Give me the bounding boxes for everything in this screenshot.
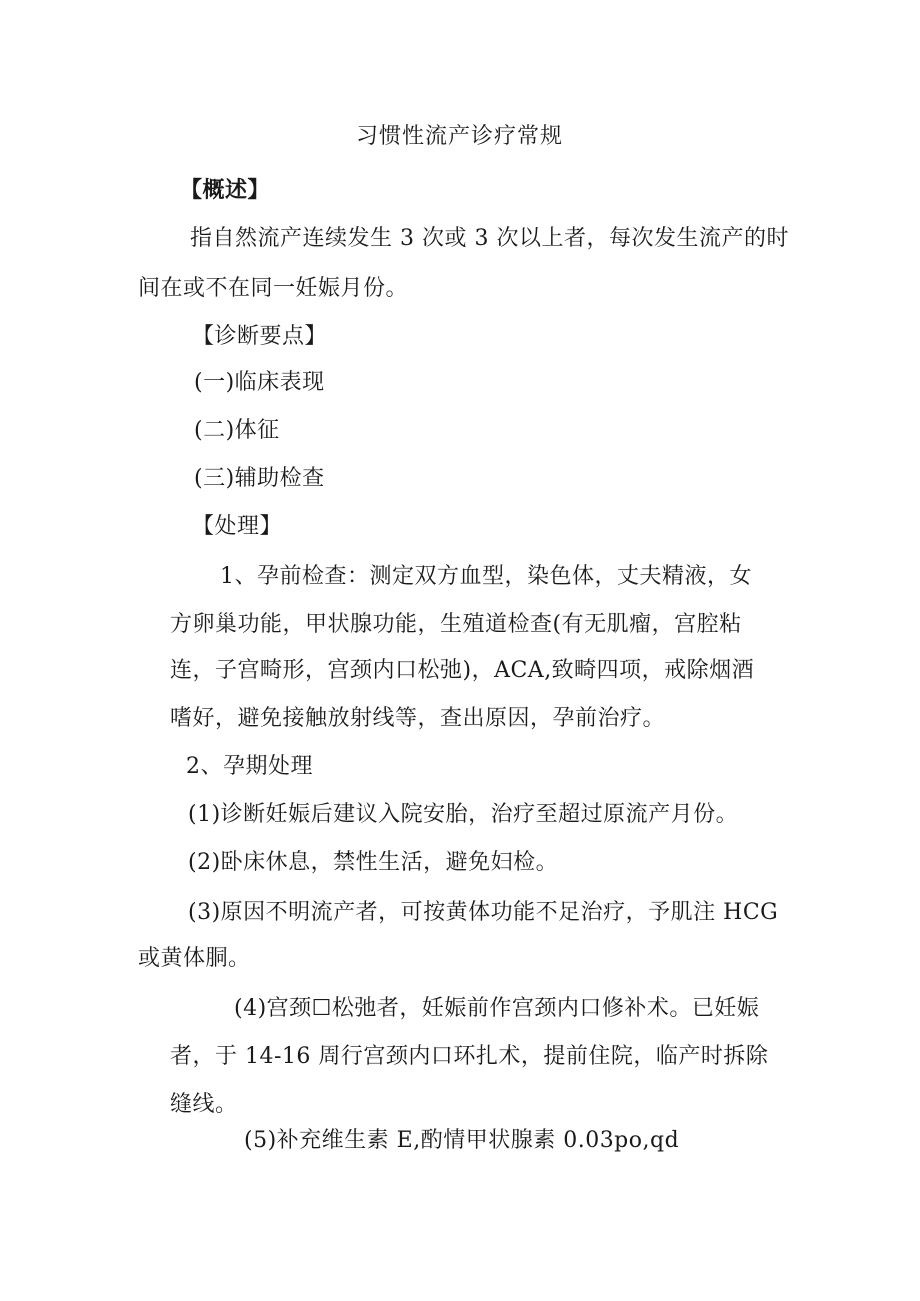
- overview-text-line-1: 指自然流产连续发生 3 次或 3 次以上者，每次发生流产的时: [190, 226, 789, 251]
- overview-text-line-2: 间在或不在同一妊娠月份。: [138, 276, 409, 301]
- treatment-sub4-line-2: 者，于 14-16 周行宫颈内口环扎术，提前住院，临产时拆除: [170, 1044, 769, 1069]
- treatment-sub3-line-1: (3)原因不明流产者，可按黄体功能不足治疗，予肌注 HCG: [188, 900, 779, 925]
- diagnosis-item-clinical: (一)临床表现: [194, 370, 325, 395]
- treatment-heading: 【处理】: [192, 514, 283, 539]
- treatment-sub5: (5)补充维生素 E,酌情甲状腺素 0.03po,qd: [244, 1128, 680, 1153]
- treatment-item1-line-2: 方卵巢功能，甲状腺功能，生殖道检查(有无肌瘤，宫腔粘: [170, 612, 742, 637]
- document-title: 习惯性流产诊疗常规: [356, 124, 564, 149]
- treatment-item1-line-3: 连，子宫畸形，宫颈内口松弛)，ACA,致畸四项，戒除烟酒: [170, 658, 755, 683]
- treatment-item1-line-1: 1、孕前检查：测定双方血型，染色体，丈夫精液，女: [220, 564, 752, 589]
- treatment-sub1: (1)诊断妊娠后建议入院安胎，治疗至超过原流产月份。: [188, 802, 739, 827]
- treatment-sub3-line-2: 或黄体胴。: [138, 946, 251, 971]
- diagnosis-heading: 【诊断要点】: [192, 324, 328, 349]
- treatment-item2: 2、孕期处理: [186, 754, 313, 779]
- treatment-item1-line-4: 嗜好，避免接触放射线等，查出原因，孕前治疗。: [170, 706, 666, 731]
- overview-heading: 【概述】: [180, 177, 271, 203]
- treatment-sub2: (2)卧床休息，禁性生活，避免妇检。: [188, 850, 559, 875]
- treatment-sub4-line-3: 缝线。: [170, 1092, 238, 1117]
- treatment-sub4-line-1: (4)宫颈☐松弛者，妊娠前作宫颈内口修补术。已妊娠: [234, 996, 760, 1021]
- diagnosis-item-signs: (二)体征: [194, 418, 280, 443]
- diagnosis-item-auxiliary: (三)辅助检查: [194, 466, 325, 491]
